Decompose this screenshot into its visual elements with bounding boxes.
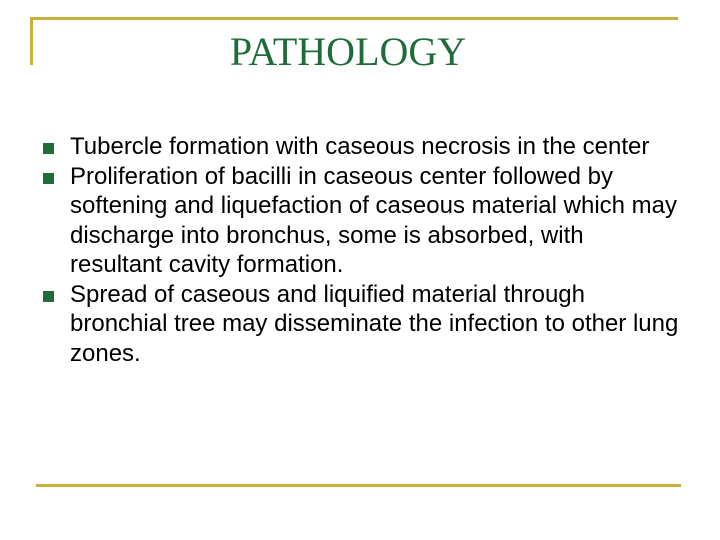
bullet-text: Spread of caseous and liquified material through bronchial tree may disseminate the infection to other lung zones. (70, 280, 679, 367)
square-bullet-icon (43, 143, 54, 154)
bullet-text: Tubercle formation with caseous necrosis in the center (70, 133, 650, 160)
bullet-item (42, 162, 682, 280)
frame-bottom-rule (36, 484, 681, 487)
bullet-list (42, 132, 682, 368)
square-bullet-icon (43, 291, 54, 302)
bullet-text: Proliferation of bacilli in caseous center followed by softening and liquefaction of caseous material which may discharge into bronchus, some is absorbed, with resultant cavity formation. (70, 162, 678, 278)
frame-top-rule (30, 17, 678, 20)
bullet-item (42, 132, 682, 162)
slide-title: PATHOLOGY (229, 29, 467, 74)
square-bullet-icon (43, 173, 54, 184)
bullet-item (42, 280, 682, 369)
